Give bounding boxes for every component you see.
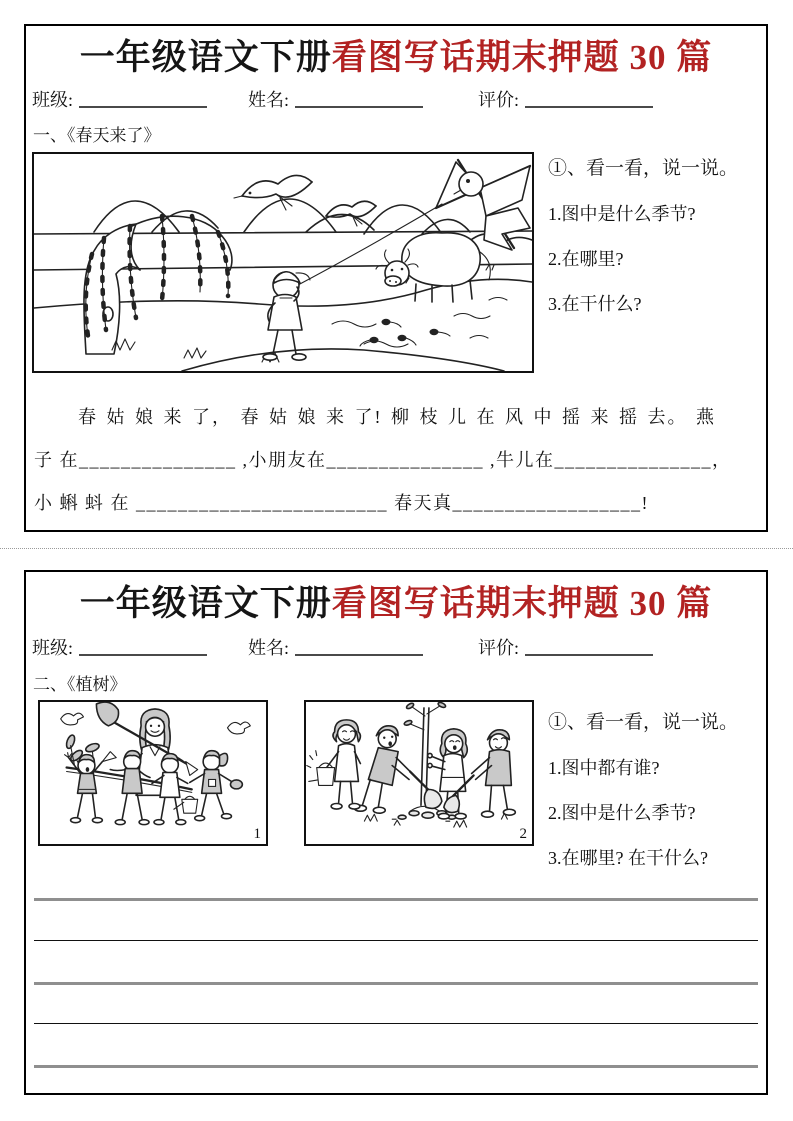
section-title-planting: 二、《植树》 — [33, 675, 127, 694]
writing-line — [34, 898, 758, 901]
question-item-3: 3.在干什么? — [548, 294, 642, 314]
writing-line — [34, 940, 758, 941]
score-label-2: 评价: — [478, 638, 520, 658]
score-blank-line-2 — [525, 636, 653, 656]
class-blank-line-2 — [79, 636, 207, 656]
title-course-2: 一年级语文下册 — [79, 584, 332, 623]
title-topic: 看图写话期末押题 30 篇 — [331, 38, 713, 77]
picture-number-1: 1 — [253, 826, 261, 842]
fill-in-paragraph — [34, 396, 758, 525]
question-item-2: 2.在哪里? — [548, 249, 624, 269]
name-field — [248, 86, 423, 112]
planting-illustration-frame-1 — [38, 700, 268, 846]
class-label: 班级: — [32, 90, 74, 110]
class-label-2: 班级: — [32, 638, 74, 658]
planting-scene-2-illustration — [306, 702, 532, 844]
name-blank-line-2 — [295, 636, 423, 656]
section-title-spring: 一、《春天来了》 — [33, 126, 161, 145]
score-blank-line — [525, 88, 653, 108]
title-course: 一年级语文下册 — [79, 38, 332, 77]
class-field-2 — [32, 634, 207, 660]
title-topic-2: 看图写话期末押题 30 篇 — [331, 584, 713, 623]
page-title-2 — [26, 576, 766, 626]
paragraph-line-1: 春 姑 娘 来 了， 春 姑 娘 来 了! 柳 枝 儿 在 风 中 摇 来 摇 去。 燕 — [78, 407, 716, 427]
question-item-2-2: 2.图中是什么季节? — [548, 803, 696, 823]
planting-illustration-frame-2 — [304, 700, 534, 846]
spring-illustration-frame — [32, 152, 534, 373]
writing-line — [34, 1065, 758, 1068]
score-field — [478, 86, 653, 112]
writing-line — [34, 982, 758, 985]
class-field — [32, 86, 207, 112]
paragraph-line-2: 子 在_______________ ,小朋友在_______________ ,牛儿在_______________， — [34, 450, 732, 470]
name-blank-line — [295, 88, 423, 108]
questions-panel-2 — [548, 710, 764, 890]
student-info-row — [26, 86, 766, 112]
page-break-divider — [0, 548, 793, 549]
planting-scene-1-illustration — [40, 702, 266, 844]
score-field-2 — [478, 634, 653, 660]
student-info-row-2 — [26, 634, 766, 660]
questions-panel-1 — [548, 156, 764, 336]
name-label: 姓名: — [248, 90, 290, 110]
spring-scene-illustration — [34, 154, 532, 371]
name-field-2 — [248, 634, 423, 660]
score-label: 评价: — [478, 90, 520, 110]
worksheet-sheet-2 — [24, 570, 768, 1095]
question-item-2-1: 1.图中都有谁? — [548, 758, 660, 778]
page-title — [26, 30, 766, 80]
question-prompt: ①、看一看，说一说。 — [548, 158, 739, 179]
paragraph-line-3: 小 蝌 蚪 在 ________________________ 春天真__________________! — [34, 493, 649, 513]
writing-line — [34, 1023, 758, 1024]
question-prompt-2: ①、看一看，说一说。 — [548, 712, 739, 733]
name-label-2: 姓名: — [248, 638, 290, 658]
question-item-1: 1.图中是什么季节? — [548, 204, 696, 224]
worksheet-sheet-1 — [24, 24, 768, 532]
question-item-2-3: 3.在哪里? 在干什么? — [548, 848, 708, 868]
picture-number-2: 2 — [519, 826, 527, 842]
class-blank-line — [79, 88, 207, 108]
